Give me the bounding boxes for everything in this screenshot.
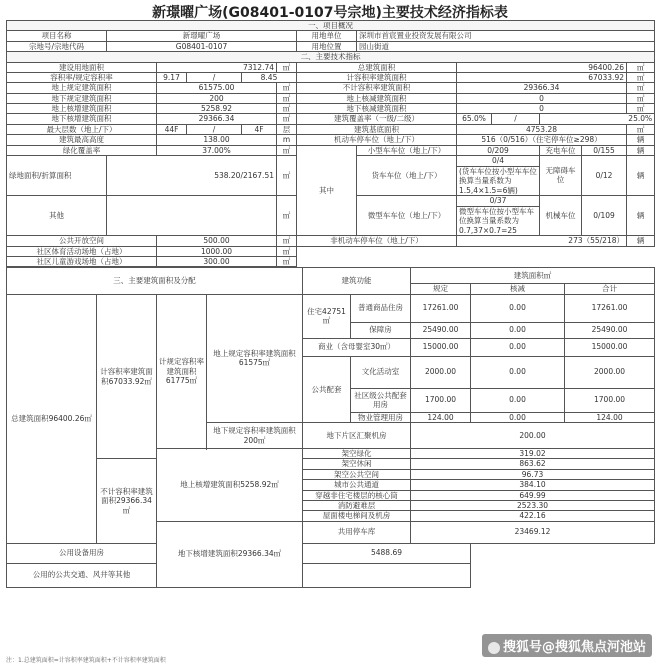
- under-added-value: 29366.34: [157, 114, 277, 124]
- small-car-label: 小型车车位（地上/下）: [357, 145, 457, 155]
- parking-label: 机动车停车位（地上/下）: [297, 135, 457, 145]
- floors-above: 44F: [157, 124, 187, 134]
- land-area-value: 7312.74: [157, 62, 277, 72]
- dist-r12-value: 649.99: [411, 490, 655, 500]
- residential-label: 住宅42751㎡: [303, 294, 351, 338]
- barrier-free-value: 0/12: [582, 155, 627, 195]
- truck-value: 0/4: [457, 155, 540, 166]
- dist-r4-red: 0.00: [471, 356, 565, 388]
- sports-value: 1000.00: [157, 246, 277, 256]
- separator: /: [187, 124, 242, 134]
- dist-r1-std: 17261.00: [411, 294, 471, 322]
- green-coverage-value: 37.00%: [157, 145, 277, 155]
- dist-r10-label: 架空公共空间: [303, 469, 411, 479]
- base-area-label: 建筑基底面积: [297, 124, 457, 134]
- green-area-value: 538.20/2167.51: [107, 155, 277, 195]
- unit: m: [277, 135, 297, 145]
- dist-r3-std: 15000.00: [411, 338, 471, 356]
- floors-label: 最大层数（地上/下）: [7, 124, 157, 134]
- unit: 辆: [627, 145, 655, 155]
- watermark-text: 搜狐号@搜狐焦点河池站: [502, 640, 646, 655]
- dist-r11-label: 城市公共通道: [303, 480, 411, 490]
- dist-r6-total: 124.00: [565, 412, 655, 422]
- under-added-label: 地下核增建筑面积: [7, 114, 157, 124]
- dist-r5-label: 社区级公共配套用房: [351, 388, 411, 412]
- separator: /: [187, 72, 242, 82]
- dist-r3-label: 商业（含母婴室30㎡）: [303, 338, 411, 356]
- unit: ㎡: [277, 196, 297, 236]
- dist-r15-label: 共用停车库: [303, 521, 411, 543]
- parcel-value: G08401-0107: [107, 41, 297, 51]
- total-area-label: 总建筑面积96400.26㎡: [7, 294, 97, 543]
- dist-r13-label: 消防避难层: [303, 500, 411, 510]
- unit: ㎡: [277, 114, 297, 124]
- distribution-table: [6, 267, 655, 587]
- nonmotor-value: 273（55/218）: [457, 236, 627, 246]
- height-value: 138.00: [157, 135, 277, 145]
- parking-value: 516（0/516）（住宅停车位≥298）: [457, 135, 627, 145]
- dist-r4-label: 文化活动室: [351, 356, 411, 388]
- unit: ㎡: [627, 104, 655, 114]
- unit: 辆: [627, 196, 655, 236]
- mech-value: 0/109: [582, 196, 627, 236]
- green-area-label: 绿地面积/折算面积: [7, 155, 107, 195]
- std-far-label: 计规定容积率建筑面积61775㎡: [157, 294, 207, 448]
- dist-r15-value: 23469.12: [411, 521, 655, 543]
- far-area-label: 计容积率建筑面积67033.92㎡: [97, 294, 157, 459]
- height-label: 建筑最高高度: [7, 135, 157, 145]
- dist-r9-label: 架空休闲: [303, 459, 411, 469]
- other-value: [107, 196, 277, 236]
- std-header: 规定: [411, 284, 471, 294]
- coverage-value-1: 65.0%: [457, 114, 492, 124]
- page-title: 新璟曜广场(G08401-0107号宗地)主要技术经济指标表: [152, 5, 508, 21]
- section-overview-header: 一、项目概况: [7, 21, 655, 31]
- micro-car-value: 0/37: [457, 196, 540, 207]
- under-reduced-label: 地下核减建筑面积: [297, 104, 457, 114]
- reduced-header: 核减: [471, 284, 565, 294]
- dist-r16-label: 公用设备用房: [7, 543, 157, 563]
- indicator-table: [6, 20, 655, 267]
- base-area-value: 4753.28: [457, 124, 627, 134]
- truck-label: 货车车位（地上/下）: [357, 155, 457, 195]
- sports-label: 社区体育活动场地（占地）: [7, 246, 157, 256]
- floors-under: 4F: [242, 124, 277, 134]
- section-distribution-header: 三、主要建筑面积及分配: [7, 268, 303, 294]
- dist-r1-label: 普通商品住房: [351, 294, 411, 322]
- above-std-label: 地上规定容积率建筑面积61575㎡: [207, 294, 303, 422]
- far-value: 9.17: [157, 72, 187, 82]
- micro-car-label: 微型车车位（地上/下）: [357, 196, 457, 236]
- far-label: 容积率/规定容积率: [7, 72, 157, 82]
- dist-r4-std: 2000.00: [411, 356, 471, 388]
- charging-label: 充电车位: [540, 145, 582, 155]
- location-value: 园山街道: [357, 41, 655, 51]
- indicator-table-document: [6, 20, 654, 661]
- dist-r17-label: 公用的公共交通、风井等其他: [7, 563, 157, 587]
- above-area-value: 61575.00: [157, 83, 277, 93]
- green-coverage-label: 绿化覆盖率: [7, 145, 157, 155]
- under-area-value: 200: [157, 93, 277, 103]
- dist-r17-value: [303, 563, 471, 587]
- unit: 辆: [627, 135, 655, 145]
- dist-r5-total: 1700.00: [565, 388, 655, 412]
- parcel-label: 宗地号/宗地代码: [7, 41, 107, 51]
- dist-r12-label: 穿越非住宅楼层的核心筒: [303, 490, 411, 500]
- dist-r1-red: 0.00: [471, 294, 565, 322]
- unit: ㎡: [627, 93, 655, 103]
- project-name-value: 新璟曜广场: [107, 31, 297, 41]
- coverage-label: 建筑覆盖率（一级/二级）: [297, 114, 457, 124]
- public-space-label: 公共开放空间: [7, 236, 157, 246]
- charging-value: 0/155: [582, 145, 627, 155]
- dist-r11-value: 384.10: [411, 480, 655, 490]
- unit: ㎡: [277, 93, 297, 103]
- watermark: [482, 634, 652, 657]
- unit: ㎡: [277, 83, 297, 93]
- dist-r2-label: 保障房: [351, 322, 411, 338]
- dist-r7-label: 地下片区汇聚机房: [303, 423, 411, 449]
- unit: ㎡: [277, 246, 297, 256]
- among-label: 其中: [297, 145, 357, 236]
- location-label: 用地位置: [297, 41, 357, 51]
- micro-note: 微型车车位按小型车车位换算当量系数为0.7,37×0.7=25: [457, 207, 540, 236]
- dist-r5-red: 0.00: [471, 388, 565, 412]
- land-unit-label: 用地单位: [297, 31, 357, 41]
- dist-r6-label: 物业管理用房: [351, 412, 411, 422]
- separator: /: [492, 114, 540, 124]
- unit: ㎡: [627, 62, 655, 72]
- under-reduced-value: 0: [457, 104, 627, 114]
- dist-r14-value: 422.16: [411, 511, 655, 521]
- project-name-label: 项目名称: [7, 31, 107, 41]
- blank-area: [297, 246, 655, 267]
- unit: 辆: [627, 155, 655, 195]
- public-space-value: 500.00: [157, 236, 277, 246]
- small-car-value: 0/209: [457, 145, 540, 155]
- unit: ㎡: [627, 124, 655, 134]
- far-area-value: 67033.92: [457, 72, 627, 82]
- unit: 层: [277, 124, 297, 134]
- under-std-label: 地下规定容积率建筑面积200㎡: [207, 423, 303, 449]
- unit: ㎡: [277, 256, 297, 266]
- dist-r14-label: 屋面楼电梯间及机房: [303, 511, 411, 521]
- above-reduced-label: 地上核减建筑面积: [297, 93, 457, 103]
- total-header: 合计: [565, 284, 655, 294]
- unit: ㎡: [277, 155, 297, 195]
- unit: ㎡: [277, 104, 297, 114]
- dist-r6-std: 124.00: [411, 412, 471, 422]
- dist-r8-label: 架空绿化: [303, 449, 411, 459]
- unit: ㎡: [277, 145, 297, 155]
- dist-r13-value: 2523.30: [411, 500, 655, 510]
- dist-r1-total: 17261.00: [565, 294, 655, 322]
- dist-r8-value: 319.02: [411, 449, 655, 459]
- section-indicators-header: 二、主要技术指标: [7, 52, 655, 62]
- sohu-logo-icon: [488, 642, 500, 654]
- area-header: 建筑面积㎡: [411, 268, 655, 284]
- dist-r4-total: 2000.00: [565, 356, 655, 388]
- dist-r2-total: 25490.00: [565, 322, 655, 338]
- other-label: 其他: [7, 196, 107, 236]
- barrier-free-label: 无障碍车位: [540, 155, 582, 195]
- footer-note: 注：1.总建筑面积=计容积率建筑面积+不计容积率建筑面积: [6, 657, 166, 664]
- dist-r2-red: 0.00: [471, 322, 565, 338]
- land-area-label: 建设用地面积: [7, 62, 157, 72]
- non-far-area-value: 29366.34: [457, 83, 627, 93]
- truck-note: (货车车位按小型车车位换算当量系数为1.5,4×1.5=6辆): [457, 166, 540, 195]
- land-unit-value: 深圳市首宸置业投资发展有限公司: [357, 31, 655, 41]
- far-area-label: 计容积率建筑面积: [297, 72, 457, 82]
- under-added-label: 地下核增建筑面积29366.34㎡: [157, 521, 303, 587]
- dist-r7-value: 200.00: [411, 423, 655, 449]
- kids-value: 300.00: [157, 256, 277, 266]
- unit: ㎡: [277, 62, 297, 72]
- unit: 辆: [627, 236, 655, 246]
- dist-r3-total: 15000.00: [565, 338, 655, 356]
- dist-r2-std: 25490.00: [411, 322, 471, 338]
- function-header: 建筑功能: [303, 268, 411, 294]
- mech-label: 机械车位: [540, 196, 582, 236]
- above-reduced-value: 0: [457, 93, 627, 103]
- nonmotor-label: 非机动车停车位（地上/下）: [297, 236, 457, 246]
- dist-r3-red: 0.00: [471, 338, 565, 356]
- unit: ㎡: [277, 236, 297, 246]
- dist-r9-value: 863.62: [411, 459, 655, 469]
- kids-label: 社区儿童游戏场地（占地）: [7, 256, 157, 266]
- total-area-value: 96400.26: [457, 62, 627, 72]
- dist-r5-std: 1700.00: [411, 388, 471, 412]
- unit: ㎡: [627, 83, 655, 93]
- under-area-label: 地下规定建筑面积: [7, 93, 157, 103]
- above-area-label: 地上规定建筑面积: [7, 83, 157, 93]
- dist-r10-value: 96.73: [411, 469, 655, 479]
- above-added-value: 5258.92: [157, 104, 277, 114]
- unit: ㎡: [627, 72, 655, 82]
- non-far-area-label: 不计容积率建筑面积: [297, 83, 457, 93]
- coverage-value-2: 25.0%: [540, 114, 655, 124]
- dist-r6-red: 0.00: [471, 412, 565, 422]
- public-facility-label: 公共配套: [303, 356, 351, 422]
- std-far-value: 8.45: [242, 72, 297, 82]
- total-area-label: 总建筑面积: [297, 62, 457, 72]
- dist-r16-value: 5488.69: [303, 543, 471, 563]
- above-added-label: 地上核增建筑面积5258.92㎡: [157, 449, 303, 522]
- non-far-area-label: 不计容积率建筑面积29366.34㎡: [97, 459, 157, 543]
- above-added-label: 地上核增建筑面积: [7, 104, 157, 114]
